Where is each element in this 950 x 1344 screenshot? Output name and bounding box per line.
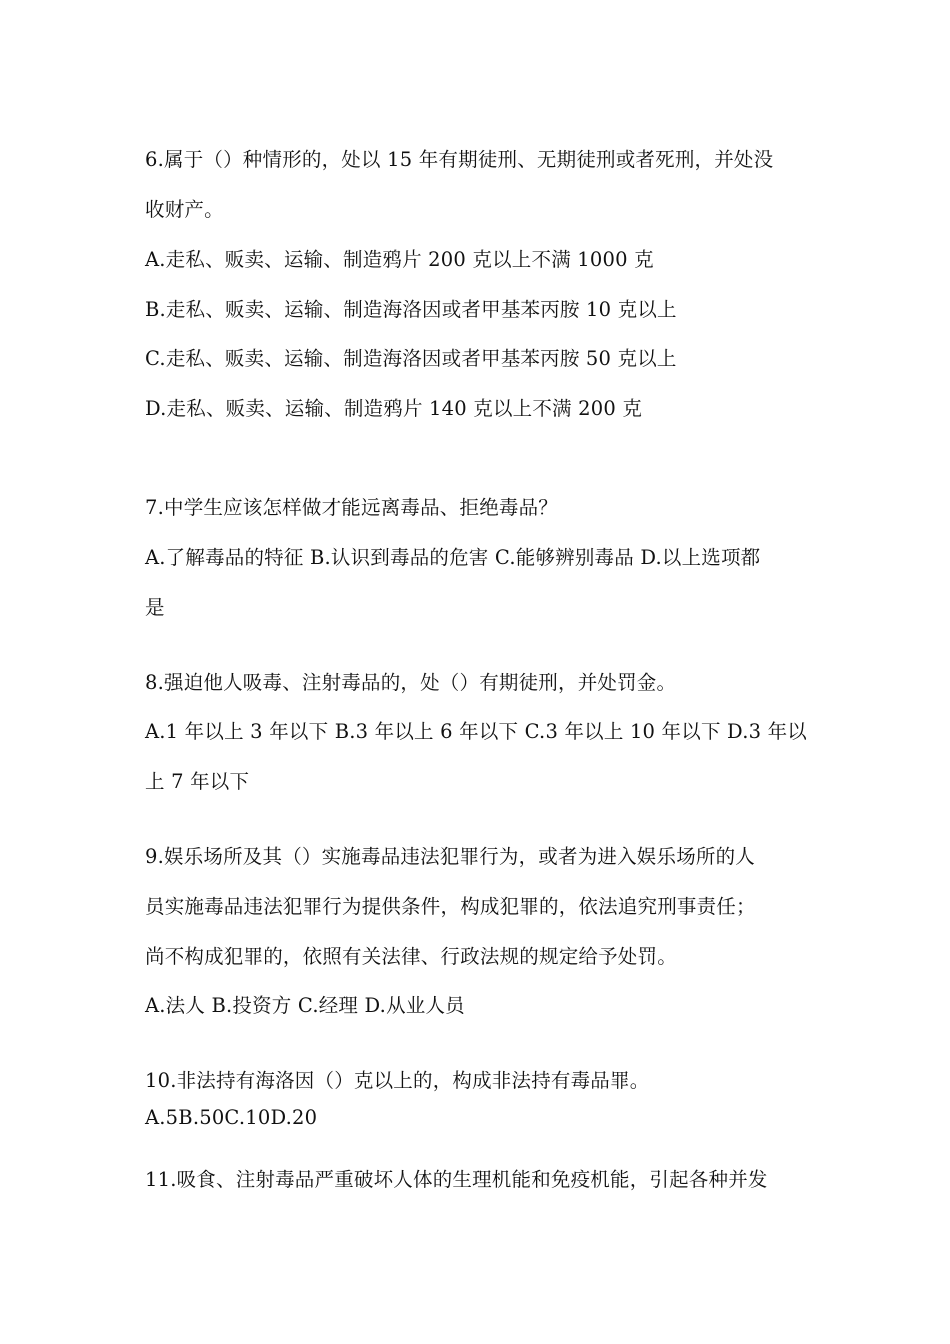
question-8-options-line-2: 上 7 年以下 [145,770,250,793]
question-10-options: A.5B.50C.10D.20 [145,1106,318,1129]
question-8-options-line-1: A.1 年以上 3 年以下 B.3 年以上 6 年以下 C.3 年以上 10 年以下 D.3 年以 [145,720,808,743]
question-10-text: 10.非法持有海洛因（）克以上的，构成非法持有毒品罪。 [145,1069,650,1092]
question-7-options-line-1: A.了解毒品的特征 B.认识到毒品的危害 C.能够辨别毒品 D.以上选项都 [145,546,761,569]
question-7-text: 7.中学生应该怎样做才能远离毒品、拒绝毒品？ [145,496,559,519]
question-8-text: 8.强迫他人吸毒、注射毒品的，处（）有期徒刑，并处罚金。 [145,671,677,694]
question-7-options-line-2: 是 [145,596,165,619]
question-6-option-c: C.走私、贩卖、运输、制造海洛因或者甲基苯丙胺 50 克以上 [145,347,677,370]
question-9-text-line-1: 9.娱乐场所及其（）实施毒品违法犯罪行为，或者为进入娱乐场所的人 [145,845,756,868]
question-6-text-line-2: 收财产。 [145,198,224,221]
question-6-text-line-1: 6.属于（）种情形的，处以 15 年有期徒刑、无期徒刑或者死刑，并处没 [145,148,774,171]
question-11-text: 11.吸食、注射毒品严重破坏人体的生理机能和免疫机能，引起各种并发 [145,1168,768,1191]
question-9-text-line-3: 尚不构成犯罪的，依照有关法律、行政法规的规定给予处罚。 [145,945,677,968]
question-9-text-line-2: 员实施毒品违法犯罪行为提供条件，构成犯罪的，依法追究刑事责任； [145,895,756,918]
question-9-options: A.法人 B.投资方 C.经理 D.从业人员 [145,994,465,1017]
question-6-option-a: A.走私、贩卖、运输、制造鸦片 200 克以上不满 1000 克 [145,248,654,271]
question-6-option-b: B.走私、贩卖、运输、制造海洛因或者甲基苯丙胺 10 克以上 [145,298,677,321]
question-6-option-d: D.走私、贩卖、运输、制造鸦片 140 克以上不满 200 克 [145,397,643,420]
